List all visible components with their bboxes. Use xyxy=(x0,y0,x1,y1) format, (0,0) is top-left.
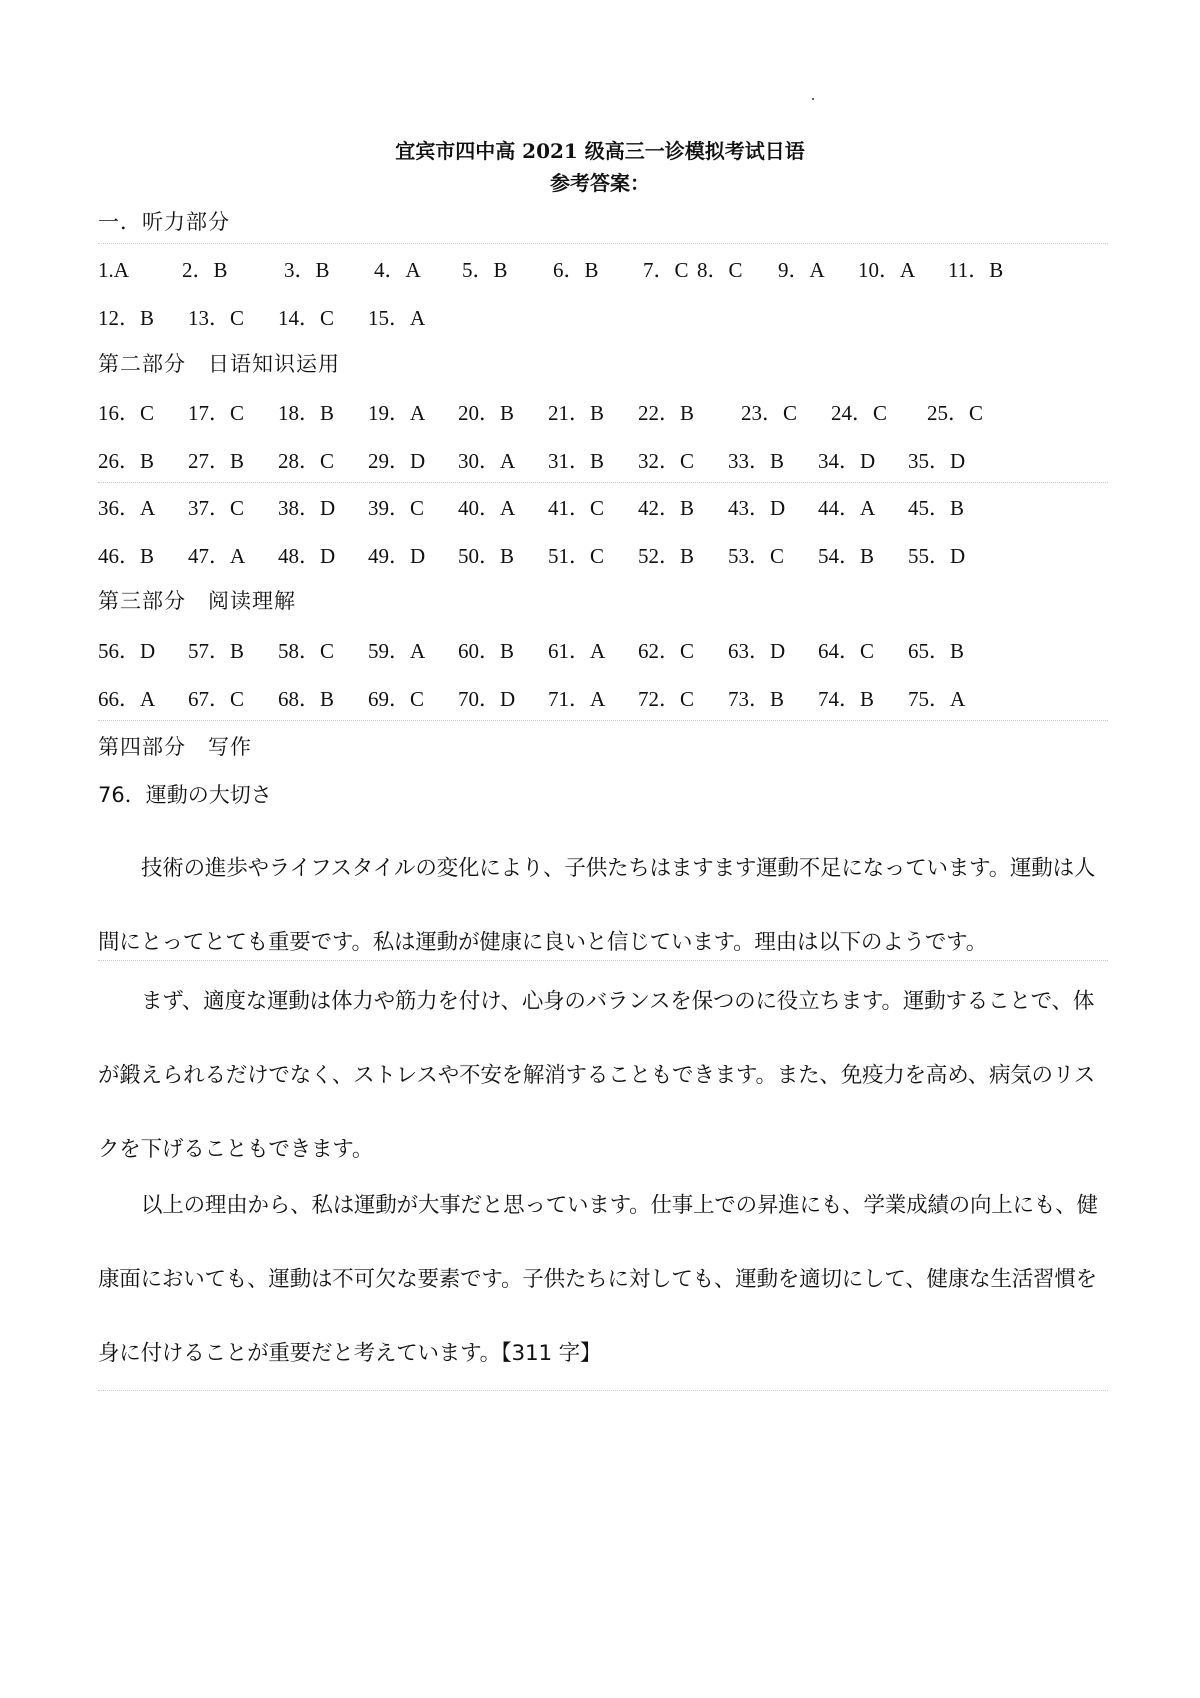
answer-item: 4．A xyxy=(374,258,421,282)
answer-item: 10．A xyxy=(858,258,916,282)
answer-item: 65．B xyxy=(908,639,965,663)
answer-item: 75．A xyxy=(908,687,966,711)
answer-item: 54．B xyxy=(818,544,875,568)
answer-item: 31．B xyxy=(548,449,605,473)
answer-item: 45．B xyxy=(908,496,965,520)
answer-item: 59．A xyxy=(368,639,426,663)
answer-item: 73．B xyxy=(728,687,785,711)
answer-item: 24．C xyxy=(831,401,888,425)
answer-item: 37．C xyxy=(188,496,245,520)
dotted-divider xyxy=(98,720,1108,721)
scan-speck xyxy=(812,98,814,100)
answer-item: 2．B xyxy=(182,258,228,282)
answer-item: 46．B xyxy=(98,544,155,568)
answer-item: 30．A xyxy=(458,449,516,473)
answer-item: 68．B xyxy=(278,687,335,711)
answer-item: 7．C xyxy=(643,258,689,282)
answer-item: 63．D xyxy=(728,639,786,663)
answer-item: 42．B xyxy=(638,496,695,520)
answer-item: 57．B xyxy=(188,639,245,663)
answer-item: 26．B xyxy=(98,449,155,473)
answer-item: 9．A xyxy=(778,258,825,282)
page-subtitle: 参考答案： xyxy=(550,171,650,195)
answer-item: 47．A xyxy=(188,544,246,568)
answer-item: 25．C xyxy=(927,401,984,425)
answer-item: 22．B xyxy=(638,401,695,425)
section-heading-knowledge: 第二部分 日语知识运用 xyxy=(98,352,340,376)
answer-item: 40．A xyxy=(458,496,516,520)
answer-item: 58．C xyxy=(278,639,335,663)
answer-item: 20．B xyxy=(458,401,515,425)
answer-item: 44．A xyxy=(818,496,876,520)
answer-item: 39．C xyxy=(368,496,425,520)
answer-item: 64．C xyxy=(818,639,875,663)
answer-item: 17．C xyxy=(188,401,245,425)
answer-item: 8．C xyxy=(697,258,743,282)
answer-item: 72．C xyxy=(638,687,695,711)
answer-item: 71．A xyxy=(548,687,606,711)
essay-title: 76．運動の大切さ xyxy=(98,783,272,807)
answer-item: 1.A xyxy=(98,258,129,282)
answer-item: 34．D xyxy=(818,449,876,473)
answer-item: 52．B xyxy=(638,544,695,568)
answer-item: 32．C xyxy=(638,449,695,473)
answer-item: 74．B xyxy=(818,687,875,711)
answer-item: 50．B xyxy=(458,544,515,568)
answer-item: 48．D xyxy=(278,544,336,568)
answer-item: 69．C xyxy=(368,687,425,711)
answer-item: 38．D xyxy=(278,496,336,520)
essay-paragraph: 以上の理由から、私は運動が大事だと思っています。仕事上での昇進にも、学業成績の向上にも、健康面においても、運動は不可欠な要素です。子供たちに対しても、運動を適切にして、健康な生活習慣を身に付けることが重要だと考えています。【311 字】 xyxy=(98,1193,1098,1366)
essay-paragraph: まず、適度な運動は体力や筋力を付け、心身のバランスを保つのに役立ちます。運動することで、体が鍛えられるだけでなく、ストレスや不安を解消することもできます。また、免疫力を高め、病気のリスクを下げることもできます。 xyxy=(98,989,1096,1162)
answer-item: 60．B xyxy=(458,639,515,663)
essay-paragraph: 技術の進歩やライフスタイルの変化により、子供たちはますます運動不足になっています。運動は人間にとってとても重要です。私は運動が健康に良いと信じています。理由は以下のようです。 xyxy=(98,856,1096,955)
answer-item: 16．C xyxy=(98,401,155,425)
dotted-divider xyxy=(98,1390,1108,1391)
answer-item: 70．D xyxy=(458,687,516,711)
dotted-divider xyxy=(98,482,1108,483)
page-title: 宜宾市四中高 2021 级高三一诊模拟考试日语 xyxy=(395,139,805,163)
dotted-divider xyxy=(98,243,1108,244)
answer-item: 62．C xyxy=(638,639,695,663)
answer-item: 12．B xyxy=(98,306,155,330)
section-heading-reading: 第三部分 阅读理解 xyxy=(98,589,296,613)
dotted-divider xyxy=(98,960,1108,961)
answer-item: 36．A xyxy=(98,496,156,520)
answer-item: 11．B xyxy=(948,258,1004,282)
section-heading-writing: 第四部分 写作 xyxy=(98,735,252,759)
answer-item: 6．B xyxy=(553,258,599,282)
answer-item: 55．D xyxy=(908,544,966,568)
answer-item: 15．A xyxy=(368,306,426,330)
answer-item: 5．B xyxy=(462,258,508,282)
answer-item: 56．D xyxy=(98,639,156,663)
answer-item: 61．A xyxy=(548,639,606,663)
answer-item: 27．B xyxy=(188,449,245,473)
answer-item: 23．C xyxy=(741,401,798,425)
answer-item: 13．C xyxy=(188,306,245,330)
answer-item: 14．C xyxy=(278,306,335,330)
answer-item: 3．B xyxy=(284,258,330,282)
answer-item: 29．D xyxy=(368,449,426,473)
answer-item: 35．D xyxy=(908,449,966,473)
section-heading-listening: 一．听力部分 xyxy=(98,210,230,234)
answer-item: 28．C xyxy=(278,449,335,473)
answer-item: 66．A xyxy=(98,687,156,711)
answer-item: 19．A xyxy=(368,401,426,425)
answer-item: 51．C xyxy=(548,544,605,568)
answer-item: 41．C xyxy=(548,496,605,520)
answer-item: 43．D xyxy=(728,496,786,520)
answer-item: 67．C xyxy=(188,687,245,711)
answer-item: 53．C xyxy=(728,544,785,568)
answer-item: 33．B xyxy=(728,449,785,473)
answer-item: 49．D xyxy=(368,544,426,568)
answer-item: 21．B xyxy=(548,401,605,425)
answer-item: 18．B xyxy=(278,401,335,425)
